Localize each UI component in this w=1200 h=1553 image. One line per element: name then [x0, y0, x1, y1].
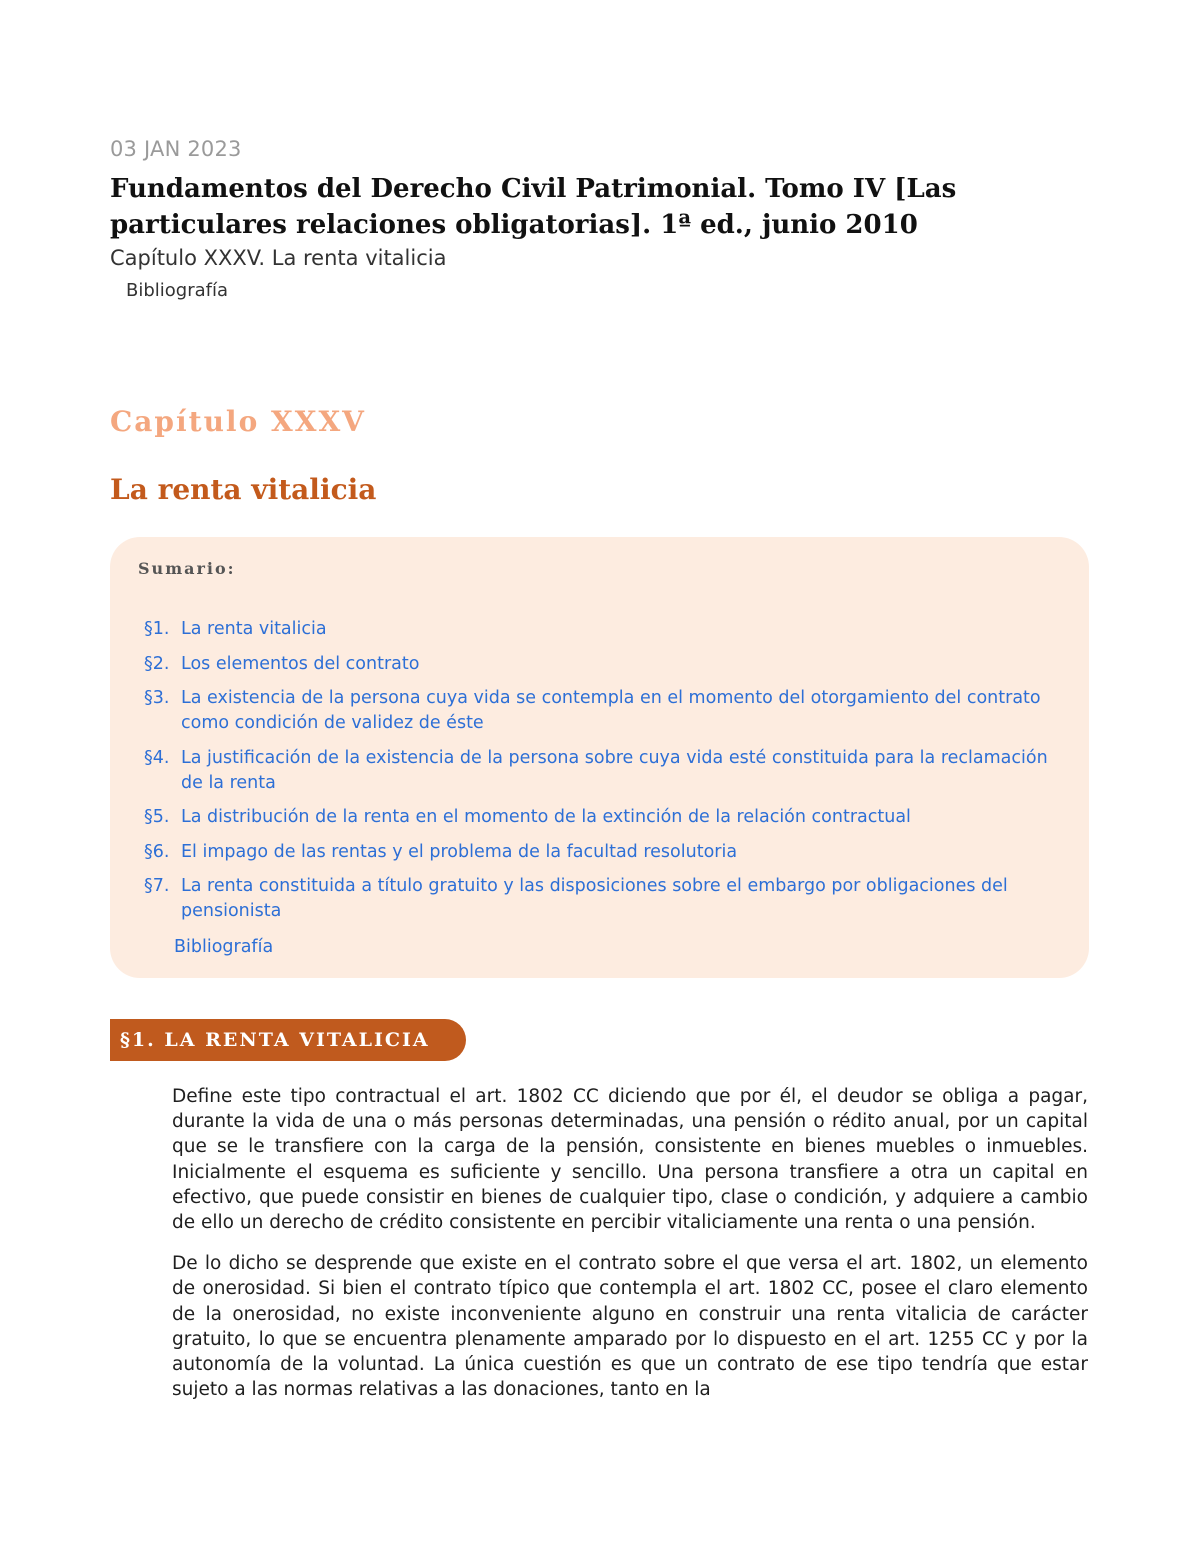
toc-number: §5. — [144, 807, 170, 827]
chapter-title: La renta vitalicia — [110, 473, 377, 506]
toc-link-text[interactable]: La distribución de la renta en el momento de la extinción de la relación contractual — [181, 807, 911, 827]
section-body — [172, 1084, 1088, 1418]
toc-link-text[interactable]: La justificación de la existencia de la persona sobre cuya vida esté constituida para la reclamación de la renta — [181, 747, 1048, 793]
toc-number: §4. — [144, 747, 170, 768]
chapter-subtitle: Capítulo XXXV. La renta vitalicia — [110, 246, 447, 270]
toc-number: §3. — [144, 688, 170, 708]
summary-list — [144, 617, 1064, 934]
body-paragraph: De lo dicho se desprende que existe en el contrato sobre el que versa el art. 1802, un elemento de onerosidad. Si bien el contrato típico que contempla el art. 1802 CC, posee el claro elemento de la onerosidad, no existe inconveniente alguno en construir una renta vitalicia de carácter gratuito, lo que se encuentra plenamente amparado por lo dispuesto en el art. 1255 CC y por la autonomía de la voluntad. La única cuestión es que un contrato de ese tipo tendría que estar sujeto a las normas relativas a las donaciones, tanto en la — [172, 1253, 1088, 1401]
toc-link-text[interactable]: El impago de las rentas y el problema de la facultad resolutoria — [181, 841, 738, 862]
body-paragraph: Define este tipo contractual el art. 1802 CC diciendo que por él, el deudor se obliga a pagar, durante la vida de una o más personas determinadas, una pensión o rédito anual, por un capital que se le transfiere con la carga de la pensión, consistente en bienes muebles o inmuebles. Inicialmente el esquema es suficiente y sencillo. Una persona transfiere a otra un capital en efectivo, que puede consistir en bienes de cualquier tipo, clase o condición, y adquiere a cambio de ello un derecho de crédito consistente en percibir vitaliciamente una renta o una pensión. — [172, 1086, 1088, 1234]
toc-link-text[interactable]: Los elementos del contrato — [181, 653, 420, 674]
toc-number: §2. — [144, 653, 170, 674]
toc-link-text[interactable]: La renta vitalicia — [181, 619, 327, 639]
toc-number: §1. — [144, 619, 170, 639]
toc-bibliography-link[interactable]: Bibliografía — [174, 937, 274, 957]
bibliography-link-top[interactable]: Bibliografía — [126, 280, 229, 301]
toc-link-text[interactable]: La renta constituida a título gratuito y las disposiciones sobre el embargo por obligaciones del pensionista — [181, 876, 1008, 921]
toc-number: §6. — [144, 841, 170, 862]
summary-box — [110, 537, 1089, 978]
publish-date: 03 JAN 2023 — [110, 137, 242, 161]
toc-item-5[interactable] — [144, 805, 1064, 830]
toc-item-7[interactable] — [144, 874, 1064, 924]
toc-item-3[interactable] — [144, 686, 1064, 736]
toc-item-6[interactable] — [144, 840, 1064, 865]
toc-item-4[interactable] — [144, 746, 1064, 796]
section-heading-badge: §1. LA RENTA VITALICIA — [110, 1019, 466, 1061]
chapter-label: Capítulo XXXV — [110, 405, 366, 438]
toc-item-2[interactable] — [144, 652, 1064, 677]
toc-item-1[interactable] — [144, 617, 1064, 642]
toc-link-text[interactable]: La existencia de la persona cuya vida se contempla en el momento del otorgamiento del contrato como condición de validez de éste — [181, 688, 1041, 733]
book-title: Fundamentos del Derecho Civil Patrimonial. Tomo IV [Las particulares relaciones obligatorias]. 1ª ed., junio 2010 — [110, 174, 957, 240]
toc-number: §7. — [144, 876, 170, 896]
summary-heading: Sumario: — [138, 559, 236, 578]
